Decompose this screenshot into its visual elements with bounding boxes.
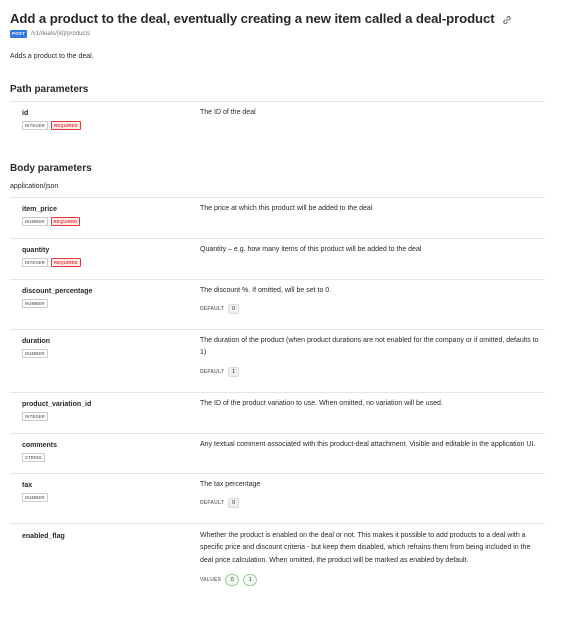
param-name: discount_percentage	[22, 288, 93, 295]
default-row	[200, 498, 540, 508]
value-option: 0	[225, 574, 239, 586]
required-badge: REQUIRED	[51, 258, 81, 267]
param-name: duration	[22, 338, 50, 345]
param-description: The ID of the deal	[200, 109, 256, 116]
divider	[10, 392, 545, 393]
default-label: DEFAULT	[200, 500, 225, 507]
param-name: id	[22, 110, 29, 117]
value-option: 1	[243, 574, 257, 586]
param-name: comments	[22, 442, 58, 449]
divider	[10, 197, 545, 198]
param-description: The discount %. If omitted, will be set to 0.	[200, 287, 332, 294]
method-badge: POST	[12, 31, 26, 36]
divider	[10, 101, 545, 102]
default-row	[200, 367, 540, 377]
values-row	[200, 574, 540, 586]
param-name: item_price	[22, 206, 58, 213]
param-description: The tax percentage	[200, 481, 261, 488]
link-icon[interactable]	[501, 13, 513, 25]
divider	[10, 473, 545, 474]
divider	[10, 279, 545, 280]
default-label: DEFAULT	[200, 306, 225, 313]
param-name: quantity	[22, 247, 50, 254]
param-description: Any textual comment associated with this product-deal attachment. Visible and editable in the application UI.	[200, 441, 536, 448]
required-badge: REQUIRED	[51, 217, 81, 226]
body-parameters-heading: Body parameters	[10, 163, 92, 174]
type-badge: NUMBER	[22, 493, 48, 502]
endpoint-description: Adds a product to the deal.	[10, 53, 94, 60]
type-badge: NUMBER	[22, 299, 48, 308]
values-label: VALUES	[200, 577, 222, 584]
default-value: 0	[228, 498, 239, 508]
path-parameters-heading: Path parameters	[10, 84, 89, 95]
default-value: 1	[228, 367, 239, 377]
endpoint-path: /v1/deals/{id}/products	[31, 31, 91, 37]
param-description: The price at which this product will be added to the deal	[200, 205, 373, 212]
param-description: The duration of the product (when product durations are not enabled for the company or if omitted, defaults to 1)	[200, 337, 539, 357]
type-badge: INTEGER	[22, 258, 48, 267]
default-label: DEFAULT	[200, 368, 225, 375]
param-name: enabled_flag	[22, 533, 65, 540]
title-row	[10, 11, 513, 26]
param-description: Quantity – e.g. how many items of this product will be added to the deal	[200, 246, 422, 253]
page-title: Add a product to the deal, eventually creating a new item called a deal-product	[10, 11, 495, 26]
type-badge: INTEGER	[22, 121, 48, 130]
endpoint-row	[10, 30, 90, 38]
type-badge: INTEGER	[22, 412, 48, 421]
type-badge: NUMBER	[22, 349, 48, 358]
required-badge: REQUIRED	[51, 121, 81, 130]
param-description: The ID of the product variation to use. When omitted, no variation will be used.	[200, 400, 443, 407]
param-name: tax	[22, 482, 33, 489]
divider	[10, 433, 545, 434]
divider	[10, 238, 545, 239]
divider	[10, 523, 545, 524]
type-badge: STRING	[22, 453, 45, 462]
param-name: product_variation_id	[22, 401, 92, 408]
type-badge: NUMBER	[22, 217, 48, 226]
default-value: 0	[228, 304, 239, 314]
content-type: application/json	[10, 183, 59, 190]
divider	[10, 329, 545, 330]
param-description: Whether the product is enabled on the deal or not. This makes it possible to add products to a deal with a specific price and discount criteria - but keep them disabled, which refrains them from being included in the deal price calculation. When omitted, the product will be marked as enabled by default.	[200, 532, 531, 564]
default-row	[200, 304, 540, 314]
